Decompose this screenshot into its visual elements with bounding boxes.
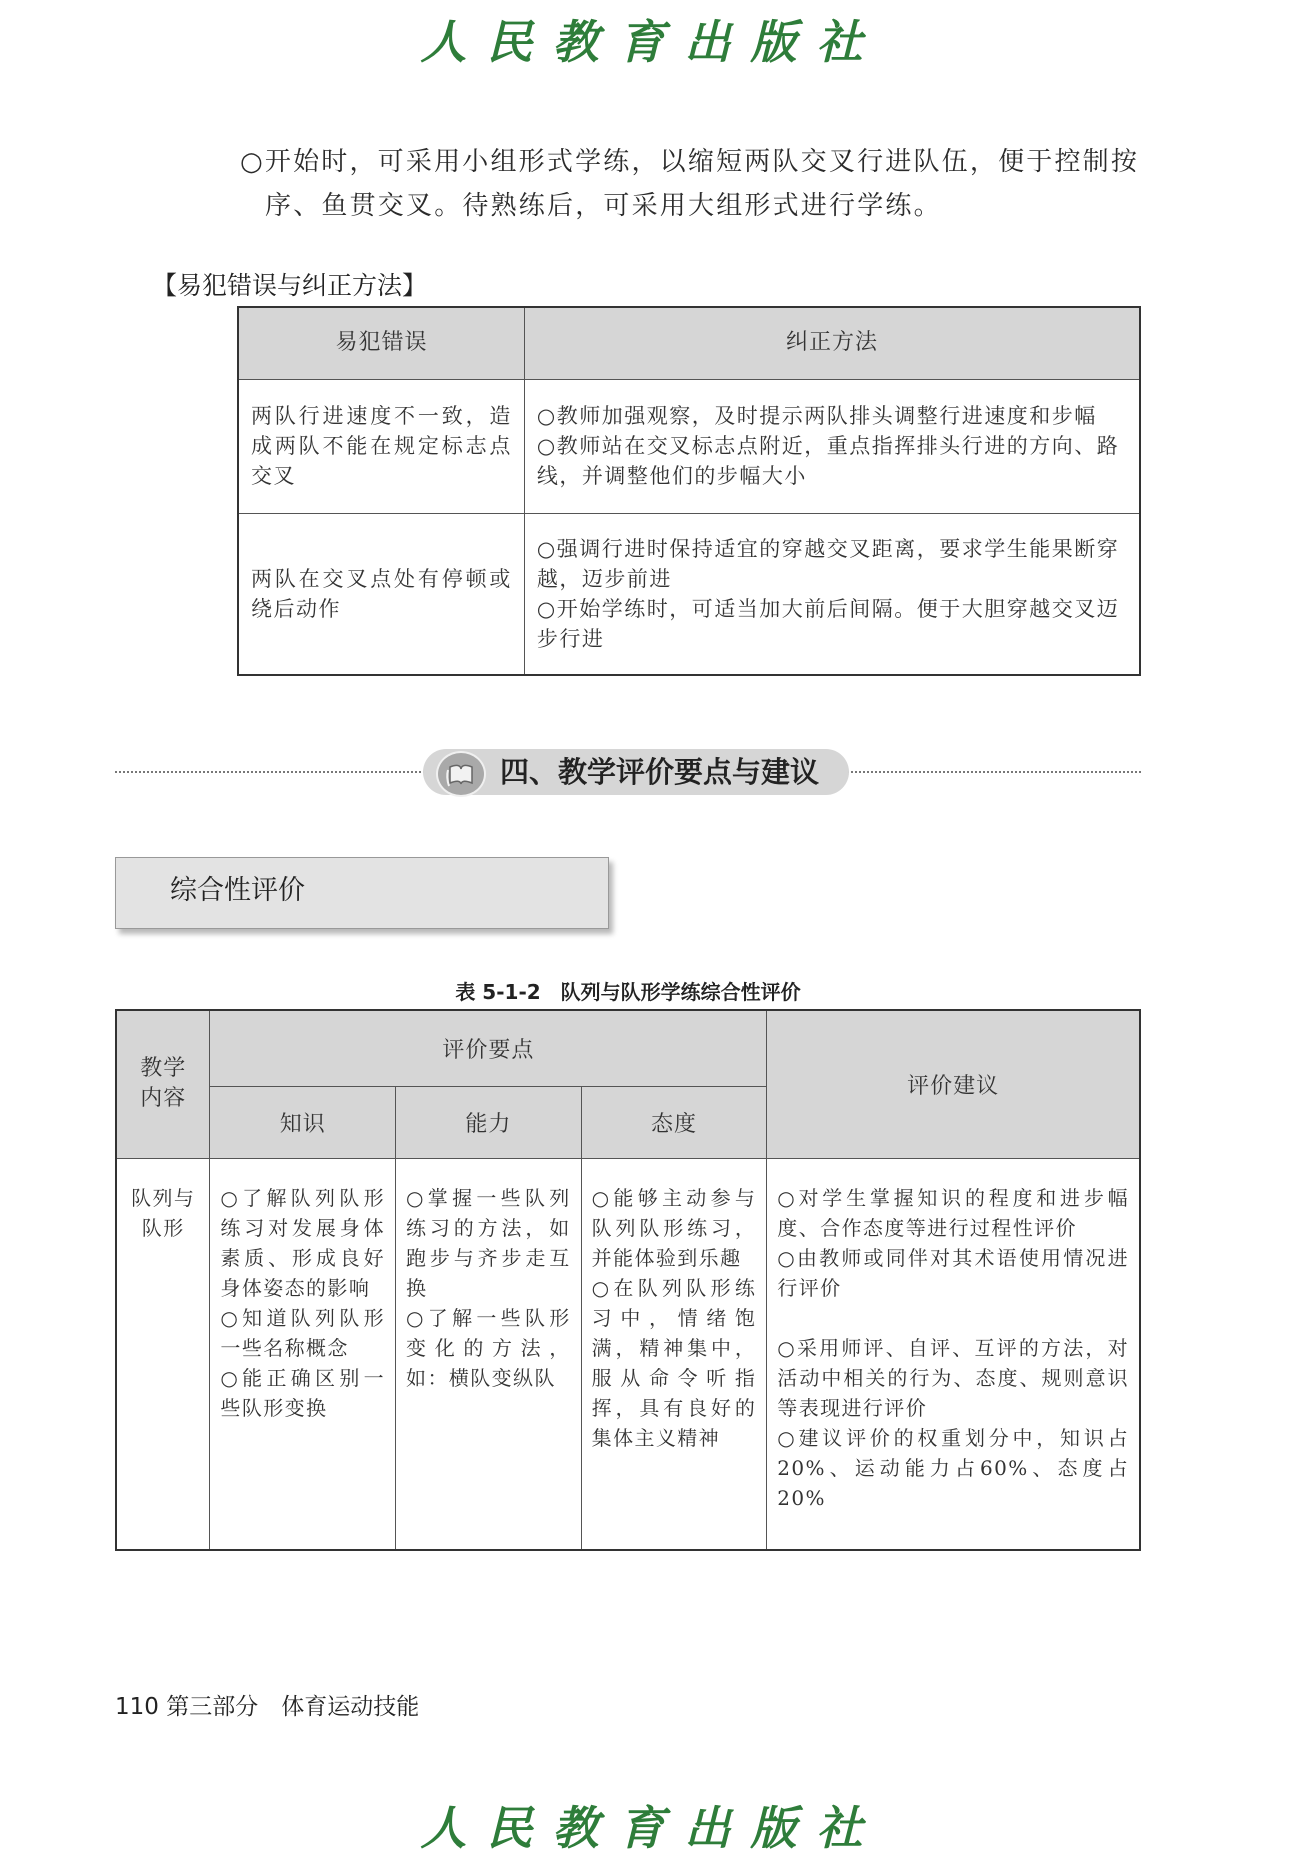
publisher-logo-top: 人民教育出版社	[420, 15, 883, 69]
errors-header-error: 易犯错误	[238, 307, 524, 379]
table-caption: 表 5-1-2 队列与队形学练综合性评价	[455, 980, 801, 1004]
ability-item: ○掌握一些队列练习的方法，如跑步与齐步走互换	[406, 1185, 571, 1300]
advice-item: ○由教师或同伴对其术语使用情况进行评价	[777, 1245, 1129, 1300]
advice-item: ○对学生掌握知识的程度和进步幅度、合作态度等进行过程性评价	[777, 1185, 1129, 1240]
book-icon	[436, 751, 486, 797]
knowledge-item: ○知道队列队形一些名称概念	[220, 1305, 386, 1360]
attitude-cell	[581, 1158, 767, 1550]
attitude-item: ○能够主动参与队列队形练习，并能体验到乐趣	[591, 1185, 757, 1270]
error-cell: 两队行进速度不一致，造成两队不能在规定标志点交叉	[238, 379, 524, 513]
table-row	[238, 379, 1140, 513]
errors-heading: 【易犯错误与纠正方法】	[152, 271, 428, 300]
errors-header-fix: 纠正方法	[524, 307, 1140, 379]
fix-item: ○教师加强观察，及时提示两队排头调整行进速度和步幅	[536, 404, 1097, 428]
ability-item: ○了解一些队形变化的方法，如：横队变纵队	[406, 1305, 571, 1390]
ability-cell	[396, 1158, 582, 1550]
knowledge-cell	[210, 1158, 396, 1550]
error-cell: 两队在交叉点处有停顿或绕后动作	[238, 513, 524, 675]
page-footer	[115, 1688, 419, 1721]
advice-spacer	[777, 1303, 1129, 1333]
intro-paragraph	[240, 140, 1145, 228]
content-cell: 队列与队形	[116, 1158, 210, 1550]
table-row	[238, 513, 1140, 675]
page-number: 110	[115, 1694, 159, 1720]
fix-cell	[524, 513, 1140, 675]
intro-line-2: 序、鱼贯交叉。待熟练后，可采用大组形式进行学练。	[265, 191, 942, 221]
header-ability: 能力	[396, 1086, 582, 1158]
fix-item: ○教师站在交叉标志点附近，重点指挥排头行进的方向、路线，并调整他们的步幅大小	[536, 434, 1120, 488]
advice-cell	[767, 1158, 1140, 1550]
header-advice: 评价建议	[767, 1010, 1140, 1158]
fix-item: ○开始学练时，可适当加大前后间隔。便于大胆穿越交叉迈步行进	[536, 596, 1120, 651]
header-knowledge: 知识	[210, 1086, 396, 1158]
comprehensive-title: 综合性评价	[170, 875, 305, 906]
errors-table	[237, 306, 1141, 676]
section4-title: 四、教学评价要点与建议	[500, 755, 820, 789]
advice-item: ○采用师评、自评、互评的方法，对活动中相关的行为、态度、规则意识等表现进行评价	[777, 1335, 1129, 1420]
attitude-item: ○在队列队形练习中，情绪饱满，精神集中，服从命令听指挥，具有良好的集体主义精神	[591, 1275, 757, 1450]
knowledge-item: ○能正确区别一些队形变换	[220, 1365, 386, 1420]
fix-item: ○强调行进时保持适宜的穿越交叉距离，要求学生能果断穿越，迈步前进	[536, 536, 1120, 591]
table-row	[116, 1158, 1140, 1550]
header-attitude: 态度	[581, 1086, 767, 1158]
evaluation-table	[115, 1009, 1141, 1551]
fix-cell	[524, 379, 1140, 513]
knowledge-item: ○了解队列队形练习对发展身体素质、形成良好身体姿态的影响	[220, 1185, 386, 1300]
footer-part: 第三部分 体育运动技能	[166, 1694, 420, 1720]
advice-item: ○建议评价的权重划分中，知识占20%、运动能力占60%、态度占20%	[777, 1425, 1129, 1510]
publisher-logo-bottom: 人民教育出版社	[420, 1801, 883, 1855]
header-content: 教学内容	[116, 1010, 210, 1158]
header-points: 评价要点	[210, 1010, 767, 1086]
intro-line-1: ○开始时，可采用小组形式学练，以缩短两队交叉行进队伍，便于控制按	[240, 147, 1140, 177]
